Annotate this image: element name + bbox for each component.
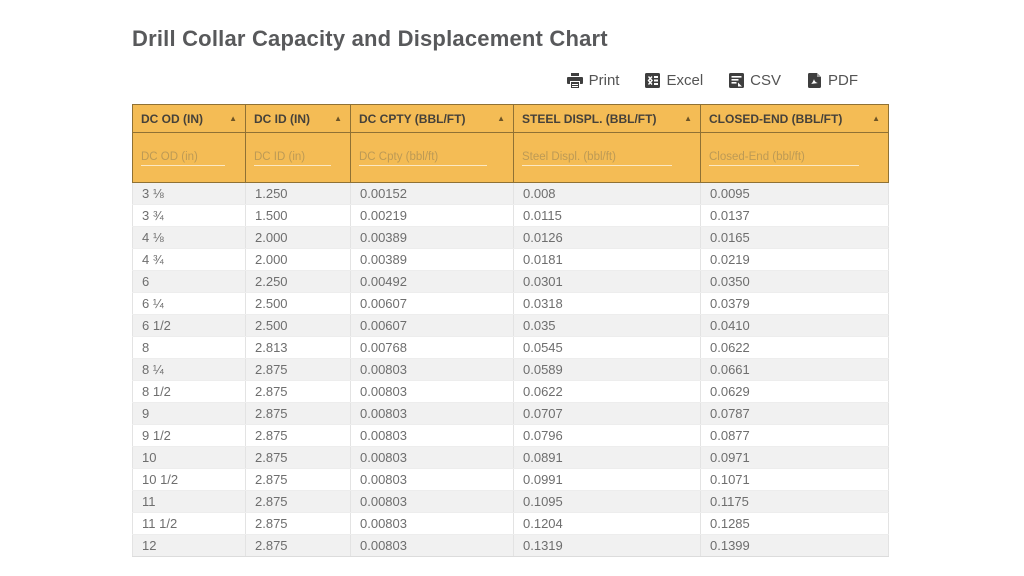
cell-steel-displ: 0.0115 [514,205,701,227]
table-row [133,425,889,447]
cell-dc-cpty: 0.00803 [351,403,514,425]
cell-closed-end: 0.0137 [701,205,889,227]
cell-steel-displ: 0.0707 [514,403,701,425]
cell-closed-end: 0.0787 [701,403,889,425]
printer-icon [567,73,583,88]
cell-dc-id: 2.000 [246,227,351,249]
filter-input-dc-id[interactable] [254,149,331,166]
cell-dc-id: 2.500 [246,293,351,315]
table-row [133,227,889,249]
filter-input-closed-end[interactable] [709,149,859,166]
column-header-label: DC OD (IN) [141,111,203,126]
cell-dc-id: 2.875 [246,425,351,447]
cell-dc-od: 4 ¾ [133,249,246,271]
cell-closed-end: 0.1175 [701,491,889,513]
cell-dc-cpty: 0.00607 [351,293,514,315]
column-header-dc-od[interactable] [133,105,246,133]
table-row [133,205,889,227]
cell-steel-displ: 0.1204 [514,513,701,535]
table-row [133,447,889,469]
cell-steel-displ: 0.0181 [514,249,701,271]
cell-dc-cpty: 0.00768 [351,337,514,359]
cell-dc-id: 1.500 [246,205,351,227]
cell-dc-id: 2.250 [246,271,351,293]
cell-dc-od: 8 [133,337,246,359]
cell-dc-od: 6 ¼ [133,293,246,315]
excel-icon [645,73,660,88]
sort-asc-icon: ▲ [684,114,692,123]
cell-steel-displ: 0.1319 [514,535,701,557]
cell-closed-end: 0.0410 [701,315,889,337]
cell-steel-displ: 0.035 [514,315,701,337]
column-header-dc-id[interactable] [246,105,351,133]
cell-steel-displ: 0.0126 [514,227,701,249]
cell-dc-id: 2.875 [246,535,351,557]
pdf-icon [807,73,822,88]
cell-closed-end: 0.0661 [701,359,889,381]
table-row [133,183,889,205]
cell-dc-od: 8 ¼ [133,359,246,381]
cell-dc-od: 6 1/2 [133,315,246,337]
cell-closed-end: 0.0629 [701,381,889,403]
cell-dc-cpty: 0.00803 [351,447,514,469]
export-toolbar [132,69,858,91]
table-row [133,271,889,293]
table-row [133,381,889,403]
cell-dc-cpty: 0.00389 [351,227,514,249]
cell-steel-displ: 0.0622 [514,381,701,403]
sort-asc-icon: ▲ [334,114,342,123]
cell-dc-id: 2.875 [246,403,351,425]
cell-closed-end: 0.0877 [701,425,889,447]
cell-steel-displ: 0.0589 [514,359,701,381]
cell-dc-od: 9 [133,403,246,425]
cell-closed-end: 0.0350 [701,271,889,293]
cell-dc-cpty: 0.00803 [351,491,514,513]
filter-input-dc-od[interactable] [141,149,225,166]
cell-dc-cpty: 0.00803 [351,425,514,447]
table-row [133,315,889,337]
cell-steel-displ: 0.0301 [514,271,701,293]
sort-asc-icon: ▲ [872,114,880,123]
cell-dc-od: 3 ¾ [133,205,246,227]
data-table [132,104,889,557]
sort-asc-icon: ▲ [497,114,505,123]
excel-button[interactable] [645,72,703,89]
cell-dc-cpty: 0.00389 [351,249,514,271]
print-button[interactable] [567,72,620,89]
filter-row [133,133,889,183]
table-row [133,535,889,557]
cell-dc-cpty: 0.00803 [351,469,514,491]
cell-dc-id: 2.875 [246,513,351,535]
column-header-label: CLOSED-END (BBL/FT) [709,111,843,126]
cell-steel-displ: 0.0545 [514,337,701,359]
table-row [133,403,889,425]
table-row [133,359,889,381]
cell-dc-id: 2.000 [246,249,351,271]
cell-closed-end: 0.0971 [701,447,889,469]
csv-button[interactable] [729,72,781,89]
cell-dc-od: 9 1/2 [133,425,246,447]
cell-dc-od: 8 1/2 [133,381,246,403]
table-body [133,183,889,557]
excel-label: Excel [666,71,704,89]
table-row [133,491,889,513]
csv-icon [729,73,744,88]
cell-dc-cpty: 0.00803 [351,535,514,557]
cell-closed-end: 0.0095 [701,183,889,205]
cell-steel-displ: 0.008 [514,183,701,205]
cell-dc-id: 2.875 [246,447,351,469]
cell-dc-cpty: 0.00492 [351,271,514,293]
cell-dc-cpty: 0.00219 [351,205,514,227]
cell-steel-displ: 0.0796 [514,425,701,447]
cell-dc-id: 2.875 [246,491,351,513]
cell-dc-od: 11 1/2 [133,513,246,535]
table-row [133,249,889,271]
pdf-button[interactable] [807,72,858,89]
cell-dc-id: 2.813 [246,337,351,359]
table-row [133,337,889,359]
cell-dc-od: 11 [133,491,246,513]
cell-dc-id: 2.875 [246,469,351,491]
column-header-label: DC ID (IN) [254,111,310,126]
cell-dc-od: 10 1/2 [133,469,246,491]
table-row [133,513,889,535]
cell-dc-od: 4 ⅛ [133,227,246,249]
cell-closed-end: 0.0219 [701,249,889,271]
cell-steel-displ: 0.1095 [514,491,701,513]
cell-dc-id: 1.250 [246,183,351,205]
csv-label: CSV [750,71,781,89]
cell-closed-end: 0.0379 [701,293,889,315]
cell-dc-id: 2.875 [246,359,351,381]
cell-dc-od: 10 [133,447,246,469]
cell-dc-cpty: 0.00607 [351,315,514,337]
header-row [133,105,889,133]
sort-asc-icon: ▲ [229,114,237,123]
pdf-label: PDF [828,71,858,89]
column-header-steel-displ[interactable] [514,105,701,133]
cell-closed-end: 0.1285 [701,513,889,535]
column-header-closed-end[interactable] [701,105,889,133]
table-row [133,293,889,315]
page-title: Drill Collar Capacity and Displacement Chart [132,26,608,51]
cell-steel-displ: 0.0318 [514,293,701,315]
content-area [132,0,888,557]
column-header-label: STEEL DISPL. (BBL/FT) [522,111,657,126]
cell-steel-displ: 0.0891 [514,447,701,469]
cell-dc-od: 12 [133,535,246,557]
column-header-dc-cpty[interactable] [351,105,514,133]
cell-closed-end: 0.0165 [701,227,889,249]
cell-dc-cpty: 0.00152 [351,183,514,205]
filter-input-steel-displ[interactable] [522,149,672,166]
cell-dc-id: 2.875 [246,381,351,403]
cell-closed-end: 0.0622 [701,337,889,359]
cell-steel-displ: 0.0991 [514,469,701,491]
cell-dc-od: 3 ⅛ [133,183,246,205]
cell-dc-cpty: 0.00803 [351,513,514,535]
cell-dc-id: 2.500 [246,315,351,337]
filter-input-dc-cpty[interactable] [359,149,487,166]
cell-dc-od: 6 [133,271,246,293]
cell-closed-end: 0.1399 [701,535,889,557]
print-label: Print [588,71,620,89]
column-header-label: DC CPTY (BBL/FT) [359,111,466,126]
cell-dc-cpty: 0.00803 [351,359,514,381]
cell-closed-end: 0.1071 [701,469,889,491]
table-row [133,469,889,491]
cell-dc-cpty: 0.00803 [351,381,514,403]
